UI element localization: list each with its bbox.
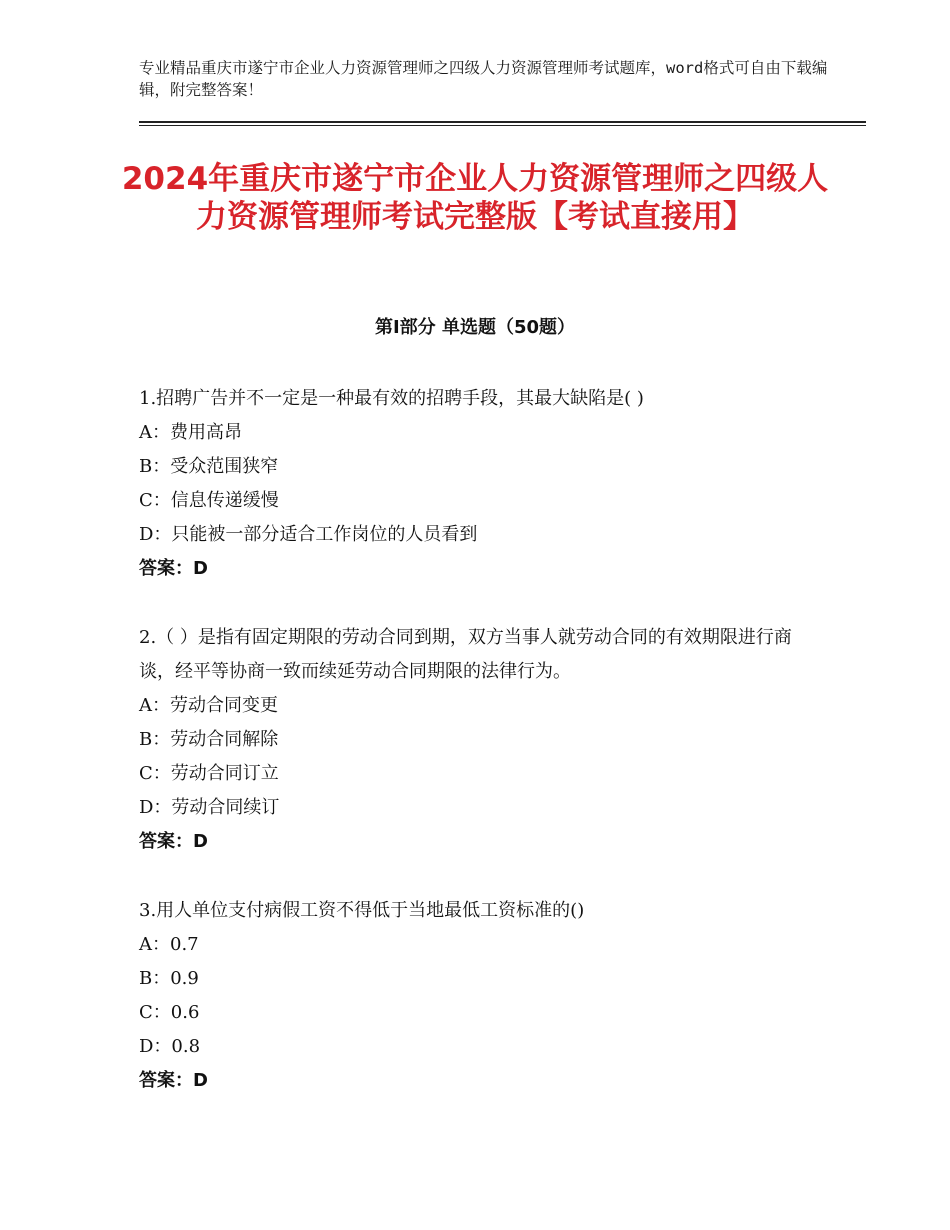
option-d: D：只能被一部分适合工作岗位的人员看到	[139, 524, 478, 545]
header-divider-thick	[139, 121, 866, 123]
document-title: 2024年重庆市遂宁市企业人力资源管理师之四级人力资源管理师考试完整版【考试直接用】	[121, 161, 829, 235]
option-c: C：劳动合同订立	[139, 763, 279, 784]
option-b: B：0.9	[139, 968, 199, 989]
question-3	[139, 894, 819, 1098]
section-title: 第Ⅰ部分 单选题（50题）	[374, 317, 575, 338]
option-a: A：0.7	[139, 934, 199, 955]
question-stem: 3.用人单位支付病假工资不得低于当地最低工资标准的()	[139, 900, 585, 921]
header-divider-thin	[139, 125, 866, 126]
question-stem: 2.（ ）是指有固定期限的劳动合同到期，双方当事人就劳动合同的有效期限进行商谈，经平等协商一致而续延劳动合同期限的法律行为。	[139, 627, 792, 682]
option-c: C：0.6	[139, 1002, 200, 1023]
question-stem: 1.招聘广告并不一定是一种最有效的招聘手段，其最大缺陷是( )	[139, 388, 644, 409]
header-note: 专业精品重庆市遂宁市企业人力资源管理师之四级人力资源管理师考试题库，word格式可自由下载编辑，附完整答案！	[139, 59, 828, 99]
option-a: A：费用高昂	[139, 422, 242, 443]
answer-label: 答案：D	[139, 558, 208, 579]
option-c: C：信息传递缓慢	[139, 490, 279, 511]
question-2	[139, 621, 819, 859]
answer-label: 答案：D	[139, 831, 208, 852]
option-d: D：0.8	[139, 1036, 201, 1057]
answer-label: 答案：D	[139, 1070, 208, 1091]
question-1	[139, 382, 819, 586]
option-a: A：劳动合同变更	[139, 695, 278, 716]
option-d: D：劳动合同续订	[139, 797, 280, 818]
option-b: B：受众范围狭窄	[139, 456, 279, 477]
option-b: B：劳动合同解除	[139, 729, 279, 750]
question-list	[139, 382, 819, 1133]
